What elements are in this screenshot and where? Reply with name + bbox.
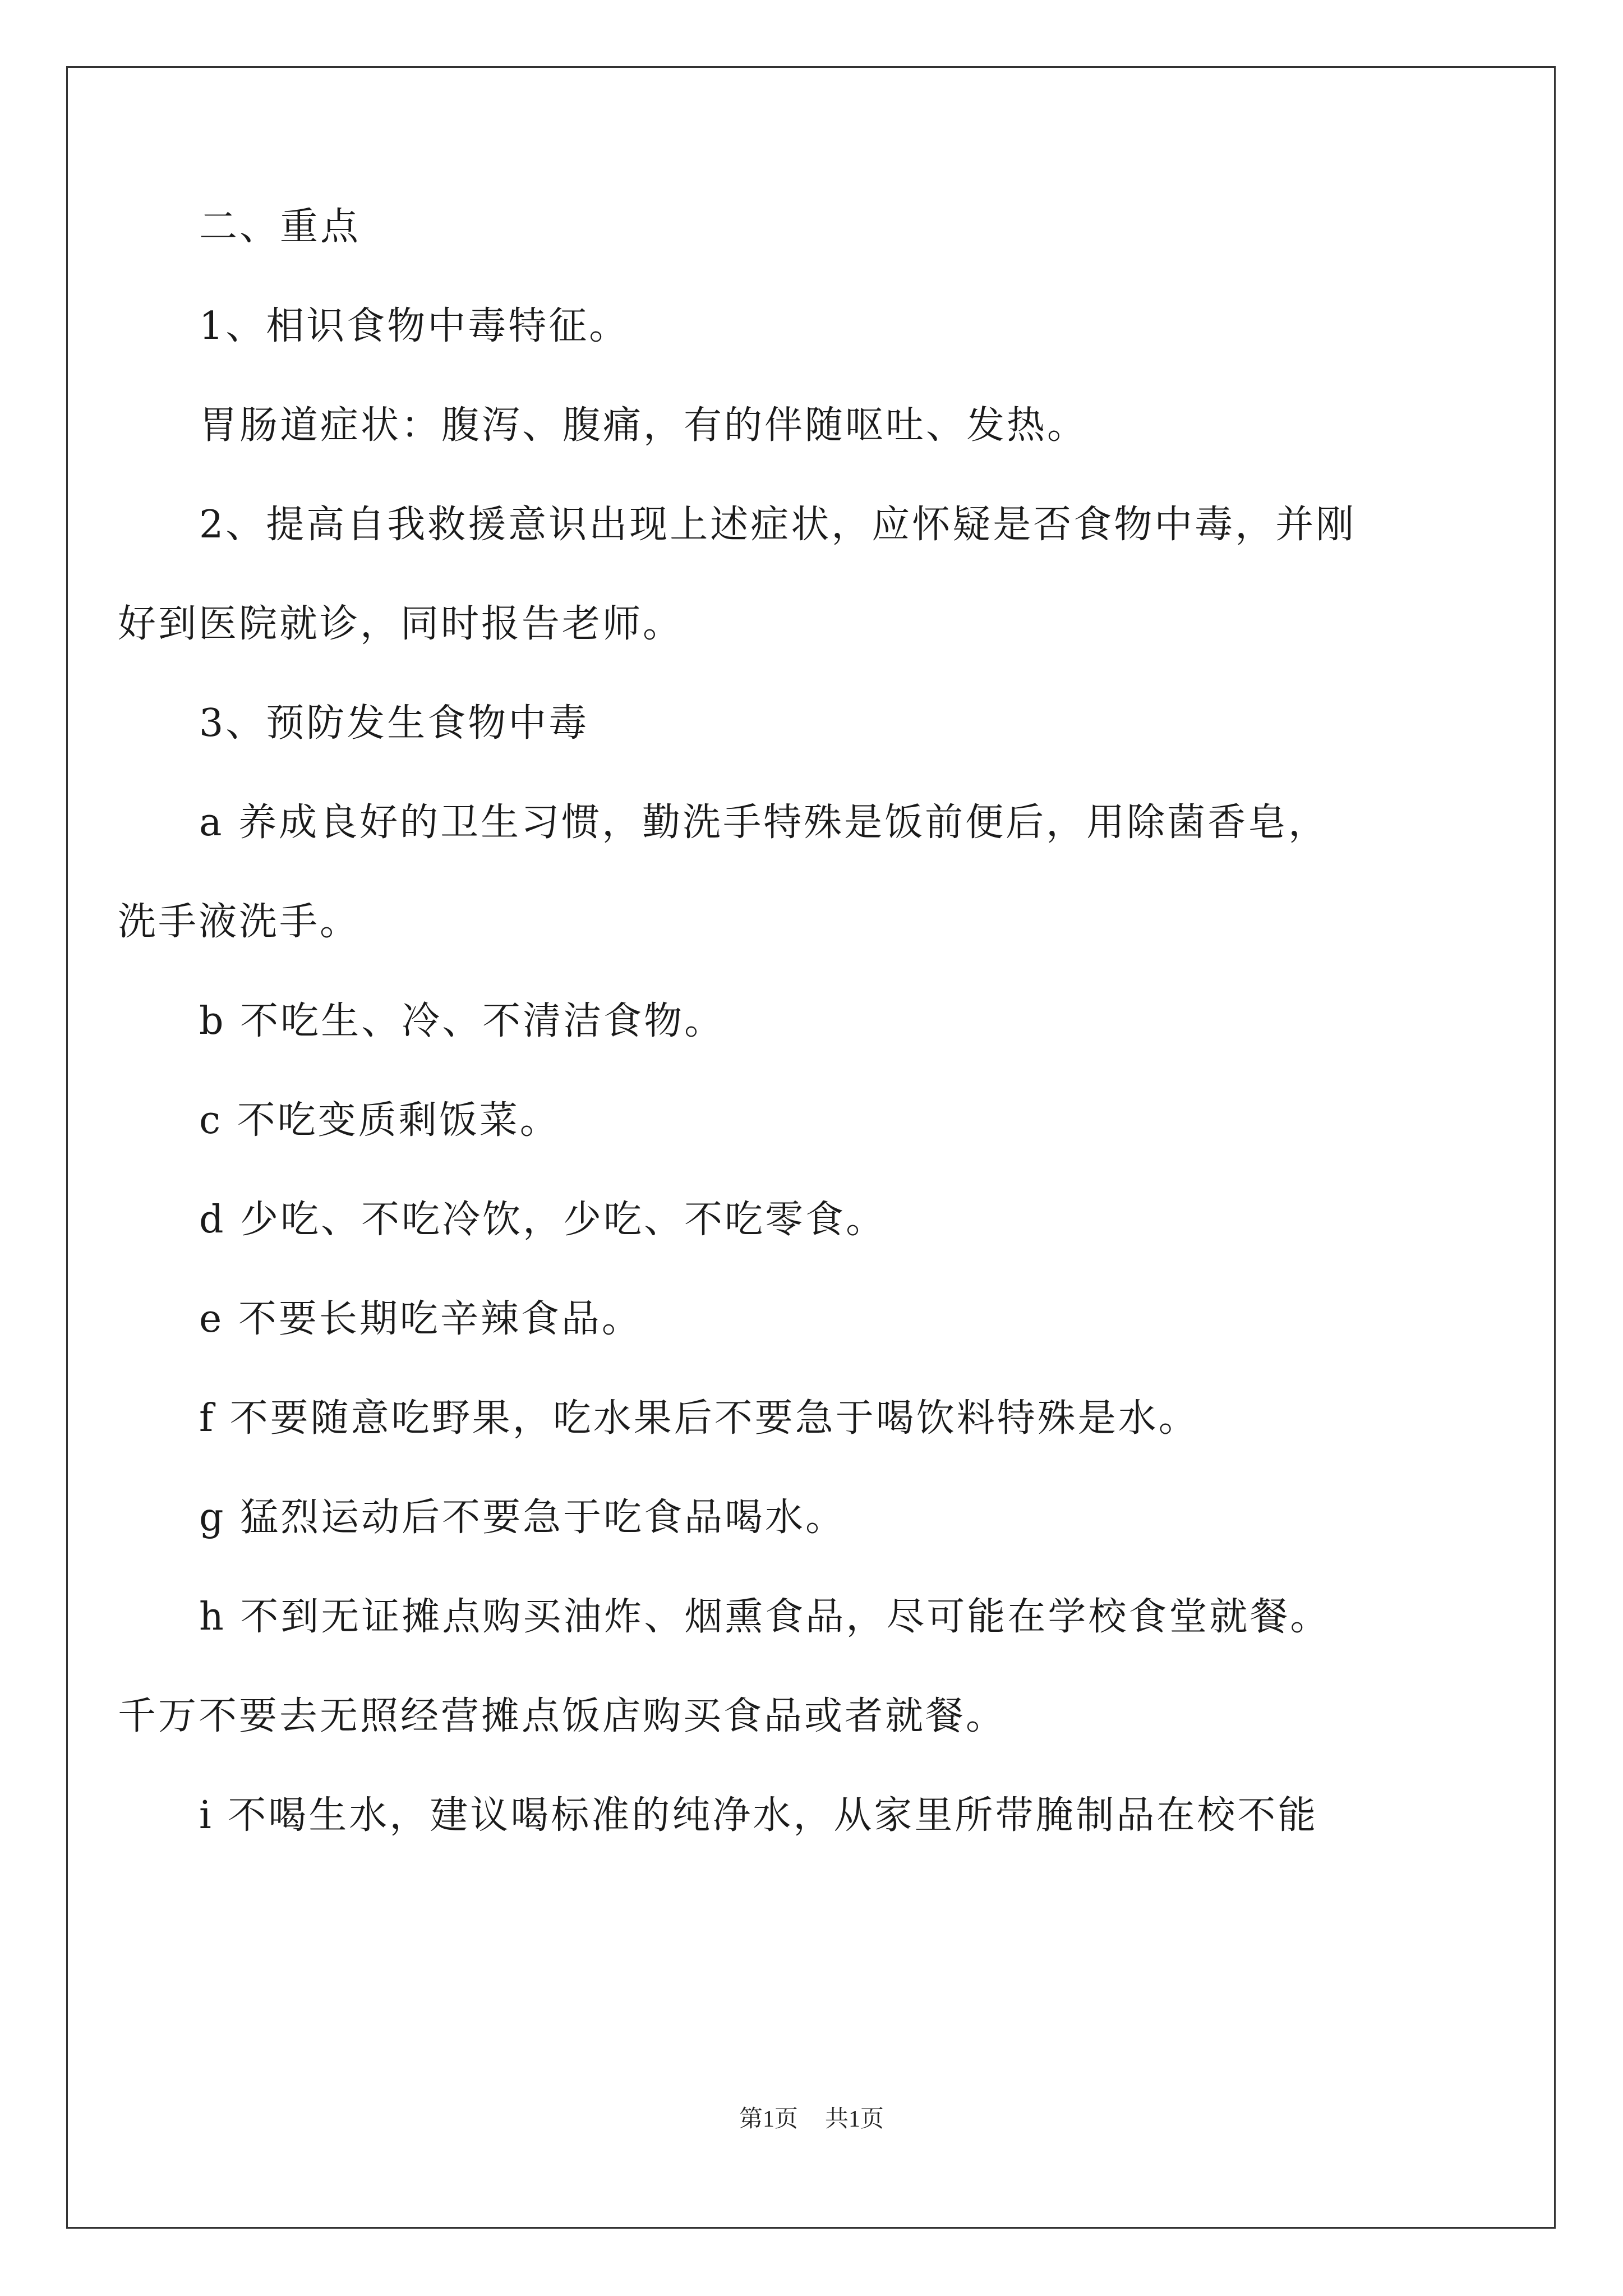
paragraph-symptoms: 胃肠道症状：腹泻、腹痛，有的伴随呕吐、发热。 — [199, 403, 1088, 448]
heading-key-points: 二、重点 — [199, 205, 361, 249]
page-number-total: 共1页 — [825, 2106, 884, 2132]
paragraph-d: d 少吃、不吃冷饮，少吃、不吃零食。 — [199, 1198, 887, 1242]
page-footer — [0, 2105, 1623, 2133]
paragraph-a-line-1: a 养成良好的卫生习惯，勤洗手特殊是饭前便后，用除菌香皂， — [199, 800, 1329, 845]
paragraph-item-2-line-1: 2、提高自我救援意识出现上述症状，应怀疑是否食物中毒，并刚 — [199, 503, 1357, 547]
paragraph-b: b 不吃生、冷、不清洁食物。 — [199, 999, 725, 1043]
paragraph-h-line-2: 千万不要去无照经营摊点饭店购买食品或者就餐。 — [118, 1694, 1007, 1738]
paragraph-f: f 不要随意吃野果，吃水果后不要急于喝饮料特殊是水。 — [199, 1396, 1199, 1441]
paragraph-g: g 猛烈运动后不要急于吃食品喝水。 — [199, 1496, 846, 1540]
paragraph-item-1: 1、相识食物中毒特征。 — [199, 304, 630, 348]
paragraph-item-2-line-2: 好到医院就诊，同时报告老师。 — [118, 602, 684, 646]
paragraph-h-line-1: h 不到无证摊点购买油炸、烟熏食品，尽可能在学校食堂就餐。 — [199, 1595, 1331, 1639]
paragraph-a-line-2: 洗手液洗手。 — [118, 900, 361, 944]
paragraph-i-line-1: i 不喝生水，建议喝标准的纯净水，从家里所带腌制品在校不能 — [199, 1793, 1318, 1838]
paragraph-item-3: 3、预防发生食物中毒 — [199, 701, 589, 746]
paragraph-c: c 不吃变质剩饭菜。 — [199, 1098, 560, 1143]
page-number-current: 第1页 — [739, 2106, 798, 2132]
paragraph-e: e 不要长期吃辛辣食品。 — [199, 1297, 642, 1341]
page-border — [66, 66, 1556, 2229]
